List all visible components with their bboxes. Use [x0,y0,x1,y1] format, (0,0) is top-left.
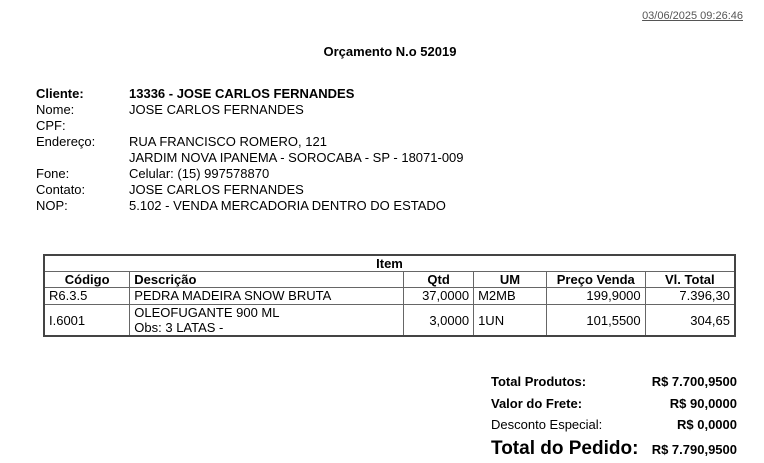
total-pedido-label: Total do Pedido: [491,438,639,459]
valor-frete-label: Valor do Frete: [491,395,583,411]
item-total: 304,65 [645,305,735,337]
endereco-line-2: JARDIM NOVA IPANEMA - SOROCABA - SP - 18071-009 [129,150,464,165]
col-header-um: UM [474,272,547,288]
contato-row [36,182,464,198]
fone-value: Celular: (15) 997578870 [129,166,270,181]
col-header-codigo: Código [44,272,130,288]
item-um: M2MB [474,288,547,305]
customer-info [36,86,464,214]
items-caption-row [44,255,735,272]
item-qtd: 3,0000 [404,305,474,337]
item-preco: 199,9000 [546,288,645,305]
endereco-line-1: RUA FRANCISCO ROMERO, 121 [129,134,327,149]
items-header-row [44,272,735,288]
cpf-value [129,118,464,134]
item-total: 7.396,30 [645,288,735,305]
fone-label: Fone: [36,166,70,181]
print-timestamp[interactable]: 03/06/2025 09:26:46 [642,10,743,22]
cpf-label: CPF: [36,118,66,133]
endereco-spacer [36,150,129,166]
fone-row [36,166,464,182]
total-pedido-value: R$ 7.790,9500 [651,441,737,457]
total-produtos-row [491,370,737,392]
endereco-row-2 [36,150,464,166]
cpf-row [36,118,464,134]
nome-row [36,102,464,118]
desconto-row [491,414,737,435]
nop-row [36,198,464,214]
contato-value: JOSE CARLOS FERNANDES [129,182,304,197]
total-produtos-label: Total Produtos: [491,373,587,389]
endereco-row [36,134,464,150]
desconto-value: R$ 0,0000 [677,417,737,432]
total-pedido-row [491,435,737,463]
endereco-label: Endereço: [36,134,96,149]
nop-label: NOP: [36,198,68,213]
valor-frete-row [491,392,737,414]
cliente-label: Cliente: [36,86,84,101]
item-descricao: PEDRA MADEIRA SNOW BRUTA [130,288,404,305]
document-title: Orçamento N.o 52019 [323,44,457,59]
item-obs: Obs: 3 LATAS - [134,320,224,335]
item-descricao: OLEOFUGANTE 900 ML [134,305,280,320]
nop-value: 5.102 - VENDA MERCADORIA DENTRO DO ESTADO [129,198,446,213]
item-descricao-cell [130,305,404,337]
item-preco: 101,5500 [546,305,645,337]
total-produtos-value: R$ 7.700,9500 [651,373,737,389]
cliente-row [36,86,464,102]
col-header-preco: Preço Venda [546,272,645,288]
contato-label: Contato: [36,182,86,197]
nome-value: JOSE CARLOS FERNANDES [129,102,304,117]
col-header-qtd: Qtd [404,272,474,288]
item-um: 1UN [474,305,547,337]
valor-frete-value: R$ 90,0000 [669,395,737,411]
table-row [44,288,735,305]
col-header-descricao: Descrição [130,272,404,288]
item-qtd: 37,0000 [404,288,474,305]
item-codigo: R6.3.5 [44,288,130,305]
item-codigo: I.6001 [44,305,130,337]
totals-summary [491,370,737,463]
table-row [44,305,735,337]
desconto-label: Desconto Especial: [491,417,603,432]
nome-label: Nome: [36,102,75,117]
items-caption: Item [44,255,735,272]
items-table [43,254,736,337]
cliente-value: 13336 - JOSE CARLOS FERNANDES [129,86,355,101]
col-header-total: Vl. Total [645,272,735,288]
